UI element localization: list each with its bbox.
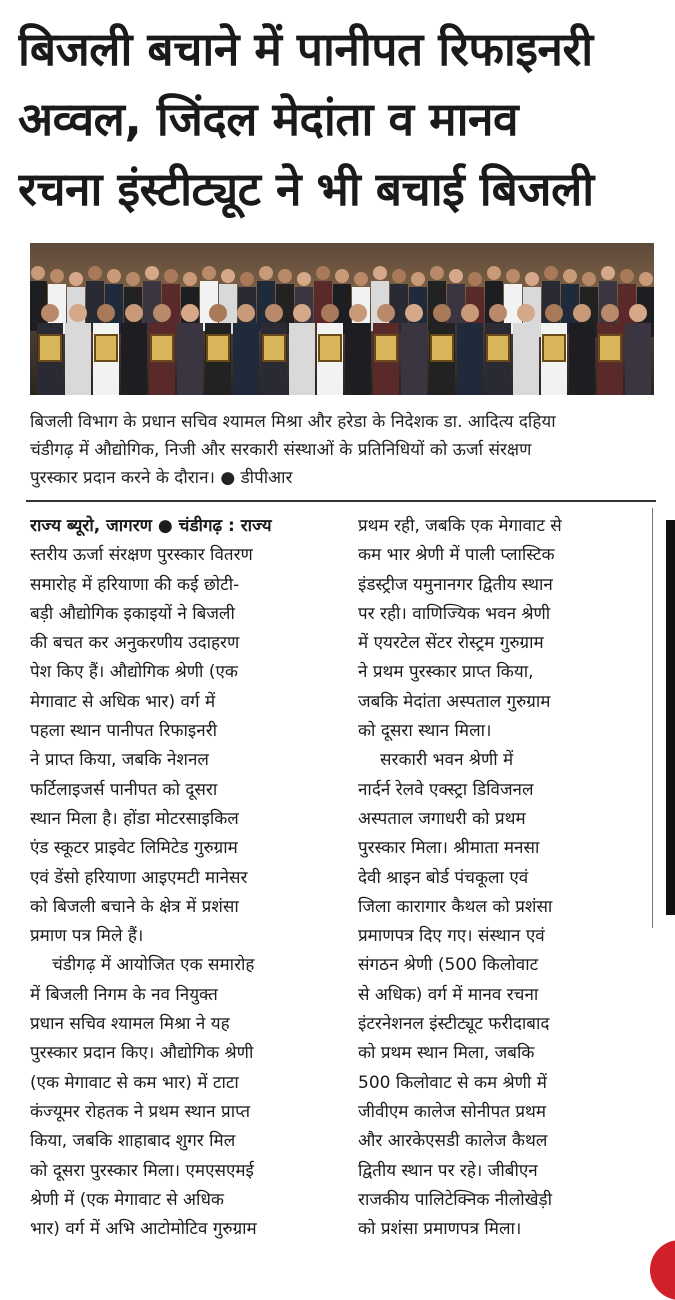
article-line: ने प्राप्त किया, जबकि नेशनल <box>30 750 209 771</box>
article-line: एंड स्कूटर प्राइवेट लिमिटेड गुरुग्राम <box>30 838 238 859</box>
article-line: चंडीगढ़ में आयोजित एक समारोह <box>52 955 255 976</box>
person-figure <box>177 304 203 395</box>
article-line: पुरस्कार मिला। श्रीमाता मनसा <box>358 838 540 859</box>
article-line: को दूसरा पुरस्कार मिला। एमएसएमई <box>30 1160 254 1181</box>
article-line: इंटरनेशनल इंस्टीट्यूट फरीदाबाद <box>358 1014 550 1035</box>
column-separator <box>652 508 653 928</box>
group-photo-illustration <box>30 243 654 395</box>
headline-line-1: बिजली बचाने में पानीपत रिफाइनरी <box>18 22 593 76</box>
article-line: इंडस्ट्रीज यमुनानगर द्वितीय स्थान <box>358 574 553 595</box>
article-line: बड़ी औद्योगिक इकाइयों ने बिजली <box>30 603 235 624</box>
article-line: जबकि मेदांता अस्पताल गुरुग्राम <box>358 691 551 712</box>
article-line: को बिजली बचाने के क्षेत्र में प्रशंसा <box>30 896 239 917</box>
article-line: श्रेणी में (एक मेगावाट से अधिक <box>30 1189 224 1210</box>
person-figure <box>143 266 161 331</box>
caption-line-2: चंडीगढ़ में औद्योगिक, निजी और सरकारी संस्थाओं के प्रतिनिधियों को ऊर्जा संरक्षण <box>30 440 532 460</box>
article-line: प्रथम रही, जबकि एक मेगावाट से <box>358 516 562 536</box>
article-line: पेश किए हैं। औद्योगिक श्रेणी (एक <box>30 662 238 683</box>
article-line: जीवीएम कालेज सोनीपत प्रथम <box>358 1101 547 1122</box>
article-line: देवी श्राइन बोर्ड पंचकूला एवं <box>358 867 529 888</box>
person-figure <box>30 266 47 331</box>
article-line: से अधिक) वर्ग में मानव रचना <box>358 984 539 1005</box>
headline-line-3: रचना इंस्टीट्यूट ने भी बचाई बिजली <box>18 162 594 216</box>
person-figure <box>86 266 104 331</box>
article-column-1 <box>30 512 335 1244</box>
article-line: में एयरटेल सेंटर रोस्ट्रम गुरुग्राम <box>358 633 544 654</box>
article-line: पुरस्कार प्रदान किए। औद्योगिक श्रेणी <box>30 1043 254 1064</box>
article-line: प्रधान सचिव श्यामल मिश्रा ने यह <box>30 1014 230 1035</box>
article-line: और आरकेएसडी कालेज कैथल <box>358 1131 548 1152</box>
article-line: नार्दर्न रेलवे एक्स्ट्रा डिविजनल <box>358 779 534 800</box>
article-line: द्वितीय स्थान पर रहे। जीबीएन <box>358 1160 538 1181</box>
article-line: संगठन श्रेणी (500 किलोवाट <box>358 955 539 976</box>
article-line: को प्रशंसा प्रमाणपत्र मिला। <box>358 1219 522 1240</box>
article-line: एवं डेंसो हरियाणा आइएमटी मानेसर <box>30 867 248 888</box>
article-line: 500 किलोवाट से कम श्रेणी में <box>358 1072 547 1093</box>
article-line: में बिजली निगम के नव नियुक्त <box>30 984 218 1005</box>
article-line: को दूसरा स्थान मिला। <box>358 721 492 742</box>
caption-line-1: बिजली विभाग के प्रधान सचिव श्यामल मिश्रा और हरेडा के निदेशक डा. आदित्य दहिया <box>30 412 556 432</box>
article-line: प्रमाणपत्र दिए गए। संस्थान एवं <box>358 926 545 947</box>
headline-line-2: अव्वल, जिंदल मेदांता व मानव <box>18 92 519 146</box>
article-line: कंज्यूमर रोहतक ने प्रथम स्थान प्राप्त <box>30 1101 251 1122</box>
article-line: राजकीय पालिटेक्निक नीलोखेड़ी <box>358 1189 553 1210</box>
divider <box>26 500 656 502</box>
adjacent-article-edge <box>666 520 675 915</box>
article-line: प्रमाण पत्र मिले हैं। <box>30 926 144 947</box>
article-line: समारोह में हरियाणा की कई छोटी- <box>30 574 240 595</box>
article-line: अस्पताल जगाधरी को प्रथम <box>358 808 526 829</box>
caption-line-3: पुरस्कार प्रदान करने के दौरान। ● डीपीआर <box>30 468 293 488</box>
article-line: पर रही। वाणिज्यिक भवन श्रेणी <box>358 603 551 624</box>
article-line: मेगावाट से अधिक भार) वर्ग में <box>30 691 216 712</box>
article-line: भार) वर्ग में अभि आटोमोटिव गुरुग्राम <box>30 1219 257 1240</box>
article-line: (एक मेगावाट से कम भार) में टाटा <box>30 1072 239 1093</box>
award-ceremony-photo <box>30 243 654 395</box>
red-corner-mark <box>650 1240 675 1300</box>
article-line: जिला कारागार कैथल को प्रशंसा <box>358 896 553 917</box>
article-line: कम भार श्रेणी में पाली प्लास्टिक <box>358 545 555 566</box>
article-line: स्तरीय ऊर्जा संरक्षण पुरस्कार वितरण <box>30 545 253 566</box>
article-line: पहला स्थान पानीपत रिफाइनरी <box>30 721 218 742</box>
photo-caption <box>30 408 660 492</box>
article-line: ने प्रथम पुरस्कार प्राप्त किया, <box>358 662 534 683</box>
article-line: को प्रथम स्थान मिला, जबकि <box>358 1043 535 1064</box>
article-line: राज्य ब्यूरो, जागरण ● चंडीगढ़ : राज्य <box>30 516 272 536</box>
article-line: सरकारी भवन श्रेणी में <box>380 750 514 771</box>
article-column-2 <box>358 512 658 1244</box>
article-line: फर्टिलाइजर्स पानीपत को दूसरा <box>30 779 218 800</box>
article-line: किया, जबकि शाहाबाद शुगर मिल <box>30 1131 236 1152</box>
article-line: स्थान मिला है। होंडा मोटरसाइकिल <box>30 808 239 829</box>
headline <box>18 14 666 224</box>
article-line: की बचत कर अनुकरणीय उदाहरण <box>30 633 240 654</box>
